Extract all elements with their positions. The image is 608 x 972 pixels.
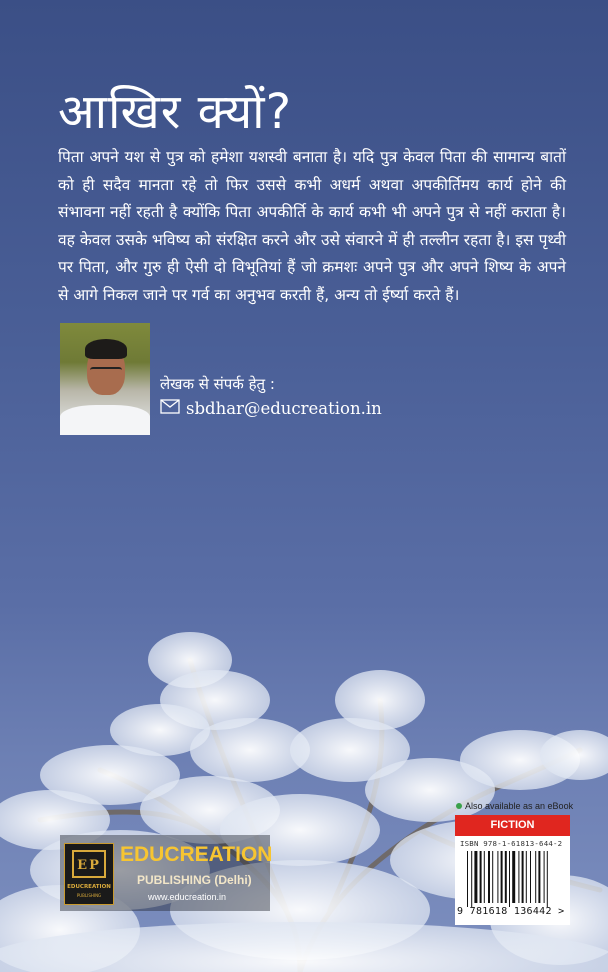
publisher-logo xyxy=(64,843,114,905)
ebook-dot-icon xyxy=(456,803,462,809)
isbn-text: ISBN 978-1-61813-644-2 xyxy=(460,839,563,848)
book-blurb: पिता अपने यश से पुत्र को हमेशा यशस्वी बनाता है। यदि पुत्र केवल पिता की सामान्य बातों को ही सदैव मानता रहे तो फिर उससे कभी अधर्म अथवा अपकीर्तिमय कार्य होने की संभावना नहीं रहती है क्योंकि पिता अपकीर्ति के कार्य कभी भी अपने पुत्र से नहीं कराता है। वह केवल उसके भविष्य को संरक्षित करने और उसे संवारने में ही तल्लीन रहता है। इस पृथ्वी पर पिता, और गुरु ही ऐसी दो विभूतियां हैं जो क्रमशः अपने पुत्र और अपने शिष्य के अपने से आगे निकल जाने पर गर्व का अनुभव करती हैं, अन्य तो ईर्ष्या करते हैं। xyxy=(58,148,566,304)
barcode-box xyxy=(455,836,570,925)
ebook-note xyxy=(456,801,573,811)
publisher-url: www.educreation.in xyxy=(148,892,227,902)
publisher-block xyxy=(60,835,273,911)
envelope-icon xyxy=(160,399,180,418)
genre-band: FICTION xyxy=(455,815,570,836)
logo-name: EDUCREATION xyxy=(67,884,111,890)
barcode-bars xyxy=(467,851,559,907)
book-title: आखिर क्यों? xyxy=(58,84,293,140)
ebook-note-text: Also available as an eBook xyxy=(465,801,574,811)
barcode-digits: 9 781618 136442 > xyxy=(457,906,565,917)
publisher-city: PUBLISHING (Delhi) xyxy=(137,873,252,887)
contact-email: sbdhar@educreation.in xyxy=(186,399,382,418)
author-photo xyxy=(60,323,150,435)
contact-label: लेखक से संपर्क हेतु : xyxy=(160,375,275,393)
logo-initials: EP xyxy=(72,850,106,878)
contact-email-row xyxy=(160,399,382,418)
publisher-name: EDUCREATION xyxy=(120,843,273,866)
logo-sub: PUBLISHING xyxy=(76,893,102,898)
